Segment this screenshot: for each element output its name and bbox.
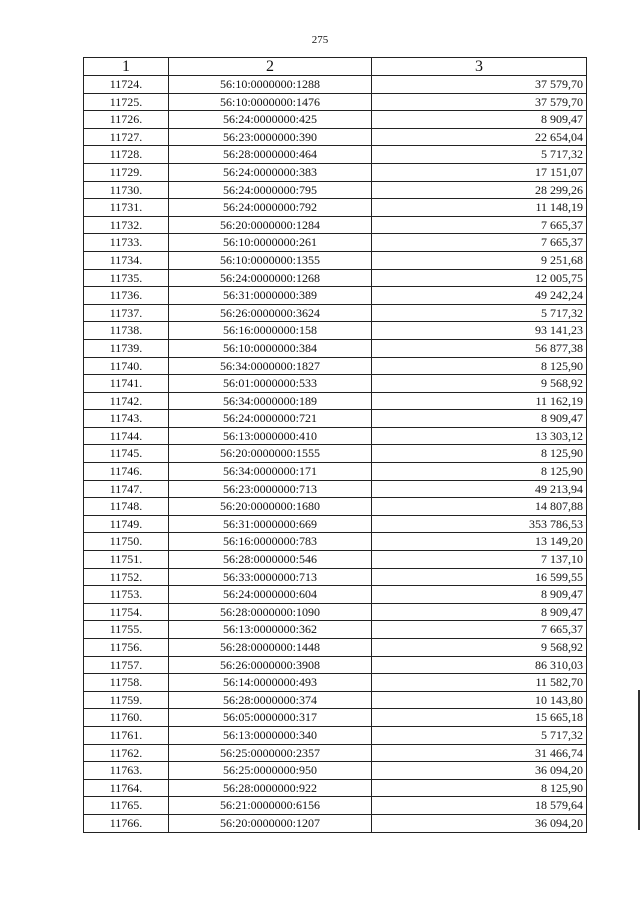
cadastral-number: 56:20:0000000:1680 [169, 498, 372, 516]
cadastral-number: 56:14:0000000:493 [169, 674, 372, 692]
row-number: 11736. [84, 287, 169, 305]
cadastral-number: 56:31:0000000:389 [169, 287, 372, 305]
table-row [84, 674, 587, 692]
cadastral-number: 56:21:0000000:6156 [169, 797, 372, 815]
row-number: 11726. [84, 111, 169, 129]
value-cell: 49 242,24 [372, 287, 587, 305]
value-cell: 13 303,12 [372, 427, 587, 445]
value-cell: 7 137,10 [372, 551, 587, 569]
row-number: 11738. [84, 322, 169, 340]
value-cell: 7 665,37 [372, 621, 587, 639]
row-number: 11749. [84, 515, 169, 533]
value-cell: 353 786,53 [372, 515, 587, 533]
cadastral-number: 56:25:0000000:950 [169, 762, 372, 780]
table-row [84, 551, 587, 569]
row-number: 11766. [84, 814, 169, 832]
column-header-1: 1 [84, 58, 169, 76]
row-number: 11734. [84, 251, 169, 269]
table-row [84, 427, 587, 445]
value-cell: 11 148,19 [372, 199, 587, 217]
value-cell: 5 717,32 [372, 726, 587, 744]
cadastral-number: 56:26:0000000:3908 [169, 656, 372, 674]
cadastral-number: 56:10:0000000:384 [169, 339, 372, 357]
row-number: 11733. [84, 234, 169, 252]
cadastral-number: 56:24:0000000:383 [169, 163, 372, 181]
row-number: 11724. [84, 76, 169, 94]
row-number: 11756. [84, 639, 169, 657]
value-cell: 10 143,80 [372, 691, 587, 709]
row-number: 11765. [84, 797, 169, 815]
table-row [84, 568, 587, 586]
row-number: 11754. [84, 603, 169, 621]
value-cell: 9 251,68 [372, 251, 587, 269]
value-cell: 28 299,26 [372, 181, 587, 199]
value-cell: 11 582,70 [372, 674, 587, 692]
row-number: 11745. [84, 445, 169, 463]
table-row [84, 621, 587, 639]
cadastral-number: 56:28:0000000:546 [169, 551, 372, 569]
table-row [84, 744, 587, 762]
value-cell: 17 151,07 [372, 163, 587, 181]
table-body [84, 76, 587, 833]
cadastral-number: 56:34:0000000:171 [169, 463, 372, 481]
row-number: 11730. [84, 181, 169, 199]
table-row [84, 410, 587, 428]
value-cell: 14 807,88 [372, 498, 587, 516]
table-row [84, 709, 587, 727]
cadastral-number: 56:34:0000000:189 [169, 392, 372, 410]
table-row [84, 586, 587, 604]
cadastral-number: 56:16:0000000:783 [169, 533, 372, 551]
cadastral-number: 56:26:0000000:3624 [169, 304, 372, 322]
table-row [84, 251, 587, 269]
row-number: 11742. [84, 392, 169, 410]
row-number: 11746. [84, 463, 169, 481]
table-row [84, 111, 587, 129]
value-cell: 5 717,32 [372, 304, 587, 322]
row-number: 11757. [84, 656, 169, 674]
cadastral-number: 56:23:0000000:390 [169, 128, 372, 146]
value-cell: 22 654,04 [372, 128, 587, 146]
header-row [84, 58, 587, 76]
row-number: 11744. [84, 427, 169, 445]
row-number: 11762. [84, 744, 169, 762]
row-number: 11725. [84, 93, 169, 111]
value-cell: 37 579,70 [372, 93, 587, 111]
cadastral-number: 56:28:0000000:922 [169, 779, 372, 797]
value-cell: 49 213,94 [372, 480, 587, 498]
value-cell: 16 599,55 [372, 568, 587, 586]
value-cell: 8 125,90 [372, 463, 587, 481]
cadastral-number: 56:24:0000000:425 [169, 111, 372, 129]
cadastral-number: 56:20:0000000:1207 [169, 814, 372, 832]
row-number: 11747. [84, 480, 169, 498]
row-number: 11760. [84, 709, 169, 727]
table-row [84, 357, 587, 375]
cadastral-number: 56:13:0000000:410 [169, 427, 372, 445]
value-cell: 8 909,47 [372, 111, 587, 129]
row-number: 11735. [84, 269, 169, 287]
row-number: 11764. [84, 779, 169, 797]
value-cell: 37 579,70 [372, 76, 587, 94]
cadastral-number: 56:01:0000000:533 [169, 375, 372, 393]
value-cell: 8 909,47 [372, 410, 587, 428]
cadastral-number: 56:24:0000000:604 [169, 586, 372, 604]
table-row [84, 603, 587, 621]
value-cell: 8 909,47 [372, 586, 587, 604]
column-header-3: 3 [372, 58, 587, 76]
cadastral-number: 56:24:0000000:792 [169, 199, 372, 217]
cadastral-number: 56:31:0000000:669 [169, 515, 372, 533]
table-row [84, 199, 587, 217]
value-cell: 9 568,92 [372, 375, 587, 393]
table-row [84, 322, 587, 340]
value-cell: 8 125,90 [372, 357, 587, 375]
table-row [84, 498, 587, 516]
table-row [84, 128, 587, 146]
cadastral-number: 56:24:0000000:1268 [169, 269, 372, 287]
value-cell: 8 125,90 [372, 779, 587, 797]
table-row [84, 339, 587, 357]
table-header [84, 58, 587, 76]
table-row [84, 93, 587, 111]
row-number: 11741. [84, 375, 169, 393]
row-number: 11737. [84, 304, 169, 322]
table-row [84, 163, 587, 181]
row-number: 11755. [84, 621, 169, 639]
cadastral-number: 56:24:0000000:795 [169, 181, 372, 199]
value-cell: 11 162,19 [372, 392, 587, 410]
row-number: 11731. [84, 199, 169, 217]
table-row [84, 463, 587, 481]
value-cell: 7 665,37 [372, 216, 587, 234]
column-header-2: 2 [169, 58, 372, 76]
row-number: 11761. [84, 726, 169, 744]
table-row [84, 691, 587, 709]
table-row [84, 533, 587, 551]
row-number: 11728. [84, 146, 169, 164]
value-cell: 86 310,03 [372, 656, 587, 674]
cadastral-number: 56:28:0000000:1090 [169, 603, 372, 621]
value-cell: 93 141,23 [372, 322, 587, 340]
table-row [84, 392, 587, 410]
value-cell: 13 149,20 [372, 533, 587, 551]
cadastral-number: 56:28:0000000:374 [169, 691, 372, 709]
table-row [84, 76, 587, 94]
value-cell: 12 005,75 [372, 269, 587, 287]
value-cell: 8 125,90 [372, 445, 587, 463]
cadastral-number: 56:16:0000000:158 [169, 322, 372, 340]
value-cell: 8 909,47 [372, 603, 587, 621]
value-cell: 18 579,64 [372, 797, 587, 815]
cadastral-number: 56:23:0000000:713 [169, 480, 372, 498]
row-number: 11740. [84, 357, 169, 375]
row-number: 11727. [84, 128, 169, 146]
row-number: 11729. [84, 163, 169, 181]
table-row [84, 375, 587, 393]
value-cell: 31 466,74 [372, 744, 587, 762]
row-number: 11752. [84, 568, 169, 586]
table-row [84, 814, 587, 832]
cadastral-table [83, 57, 587, 833]
row-number: 11732. [84, 216, 169, 234]
value-cell: 36 094,20 [372, 814, 587, 832]
row-number: 11748. [84, 498, 169, 516]
cadastral-number: 56:33:0000000:713 [169, 568, 372, 586]
cadastral-number: 56:10:0000000:1476 [169, 93, 372, 111]
value-cell: 9 568,92 [372, 639, 587, 657]
cadastral-number: 56:25:0000000:2357 [169, 744, 372, 762]
table-row [84, 480, 587, 498]
cadastral-number: 56:10:0000000:1355 [169, 251, 372, 269]
row-number: 11751. [84, 551, 169, 569]
table-row [84, 216, 587, 234]
cadastral-number: 56:10:0000000:261 [169, 234, 372, 252]
cadastral-number: 56:05:0000000:317 [169, 709, 372, 727]
table-row [84, 269, 587, 287]
cadastral-number: 56:28:0000000:1448 [169, 639, 372, 657]
cadastral-number: 56:13:0000000:340 [169, 726, 372, 744]
value-cell: 5 717,32 [372, 146, 587, 164]
row-number: 11763. [84, 762, 169, 780]
table-row [84, 797, 587, 815]
row-number: 11750. [84, 533, 169, 551]
cadastral-number: 56:24:0000000:721 [169, 410, 372, 428]
page-number: 275 [311, 34, 329, 46]
table-row [84, 762, 587, 780]
table-row [84, 445, 587, 463]
row-number: 11759. [84, 691, 169, 709]
table-row [84, 146, 587, 164]
table-row [84, 515, 587, 533]
cadastral-number: 56:34:0000000:1827 [169, 357, 372, 375]
table-row [84, 287, 587, 305]
table-row [84, 656, 587, 674]
table-row [84, 639, 587, 657]
row-number: 11758. [84, 674, 169, 692]
row-number: 11739. [84, 339, 169, 357]
value-cell: 7 665,37 [372, 234, 587, 252]
value-cell: 56 877,38 [372, 339, 587, 357]
table-row [84, 779, 587, 797]
table-row [84, 234, 587, 252]
cadastral-number: 56:28:0000000:464 [169, 146, 372, 164]
table-row [84, 726, 587, 744]
cadastral-number: 56:13:0000000:362 [169, 621, 372, 639]
value-cell: 36 094,20 [372, 762, 587, 780]
row-number: 11743. [84, 410, 169, 428]
row-number: 11753. [84, 586, 169, 604]
table-row [84, 181, 587, 199]
cadastral-number: 56:10:0000000:1288 [169, 76, 372, 94]
cadastral-number: 56:20:0000000:1284 [169, 216, 372, 234]
table-row [84, 304, 587, 322]
cadastral-number: 56:20:0000000:1555 [169, 445, 372, 463]
value-cell: 15 665,18 [372, 709, 587, 727]
